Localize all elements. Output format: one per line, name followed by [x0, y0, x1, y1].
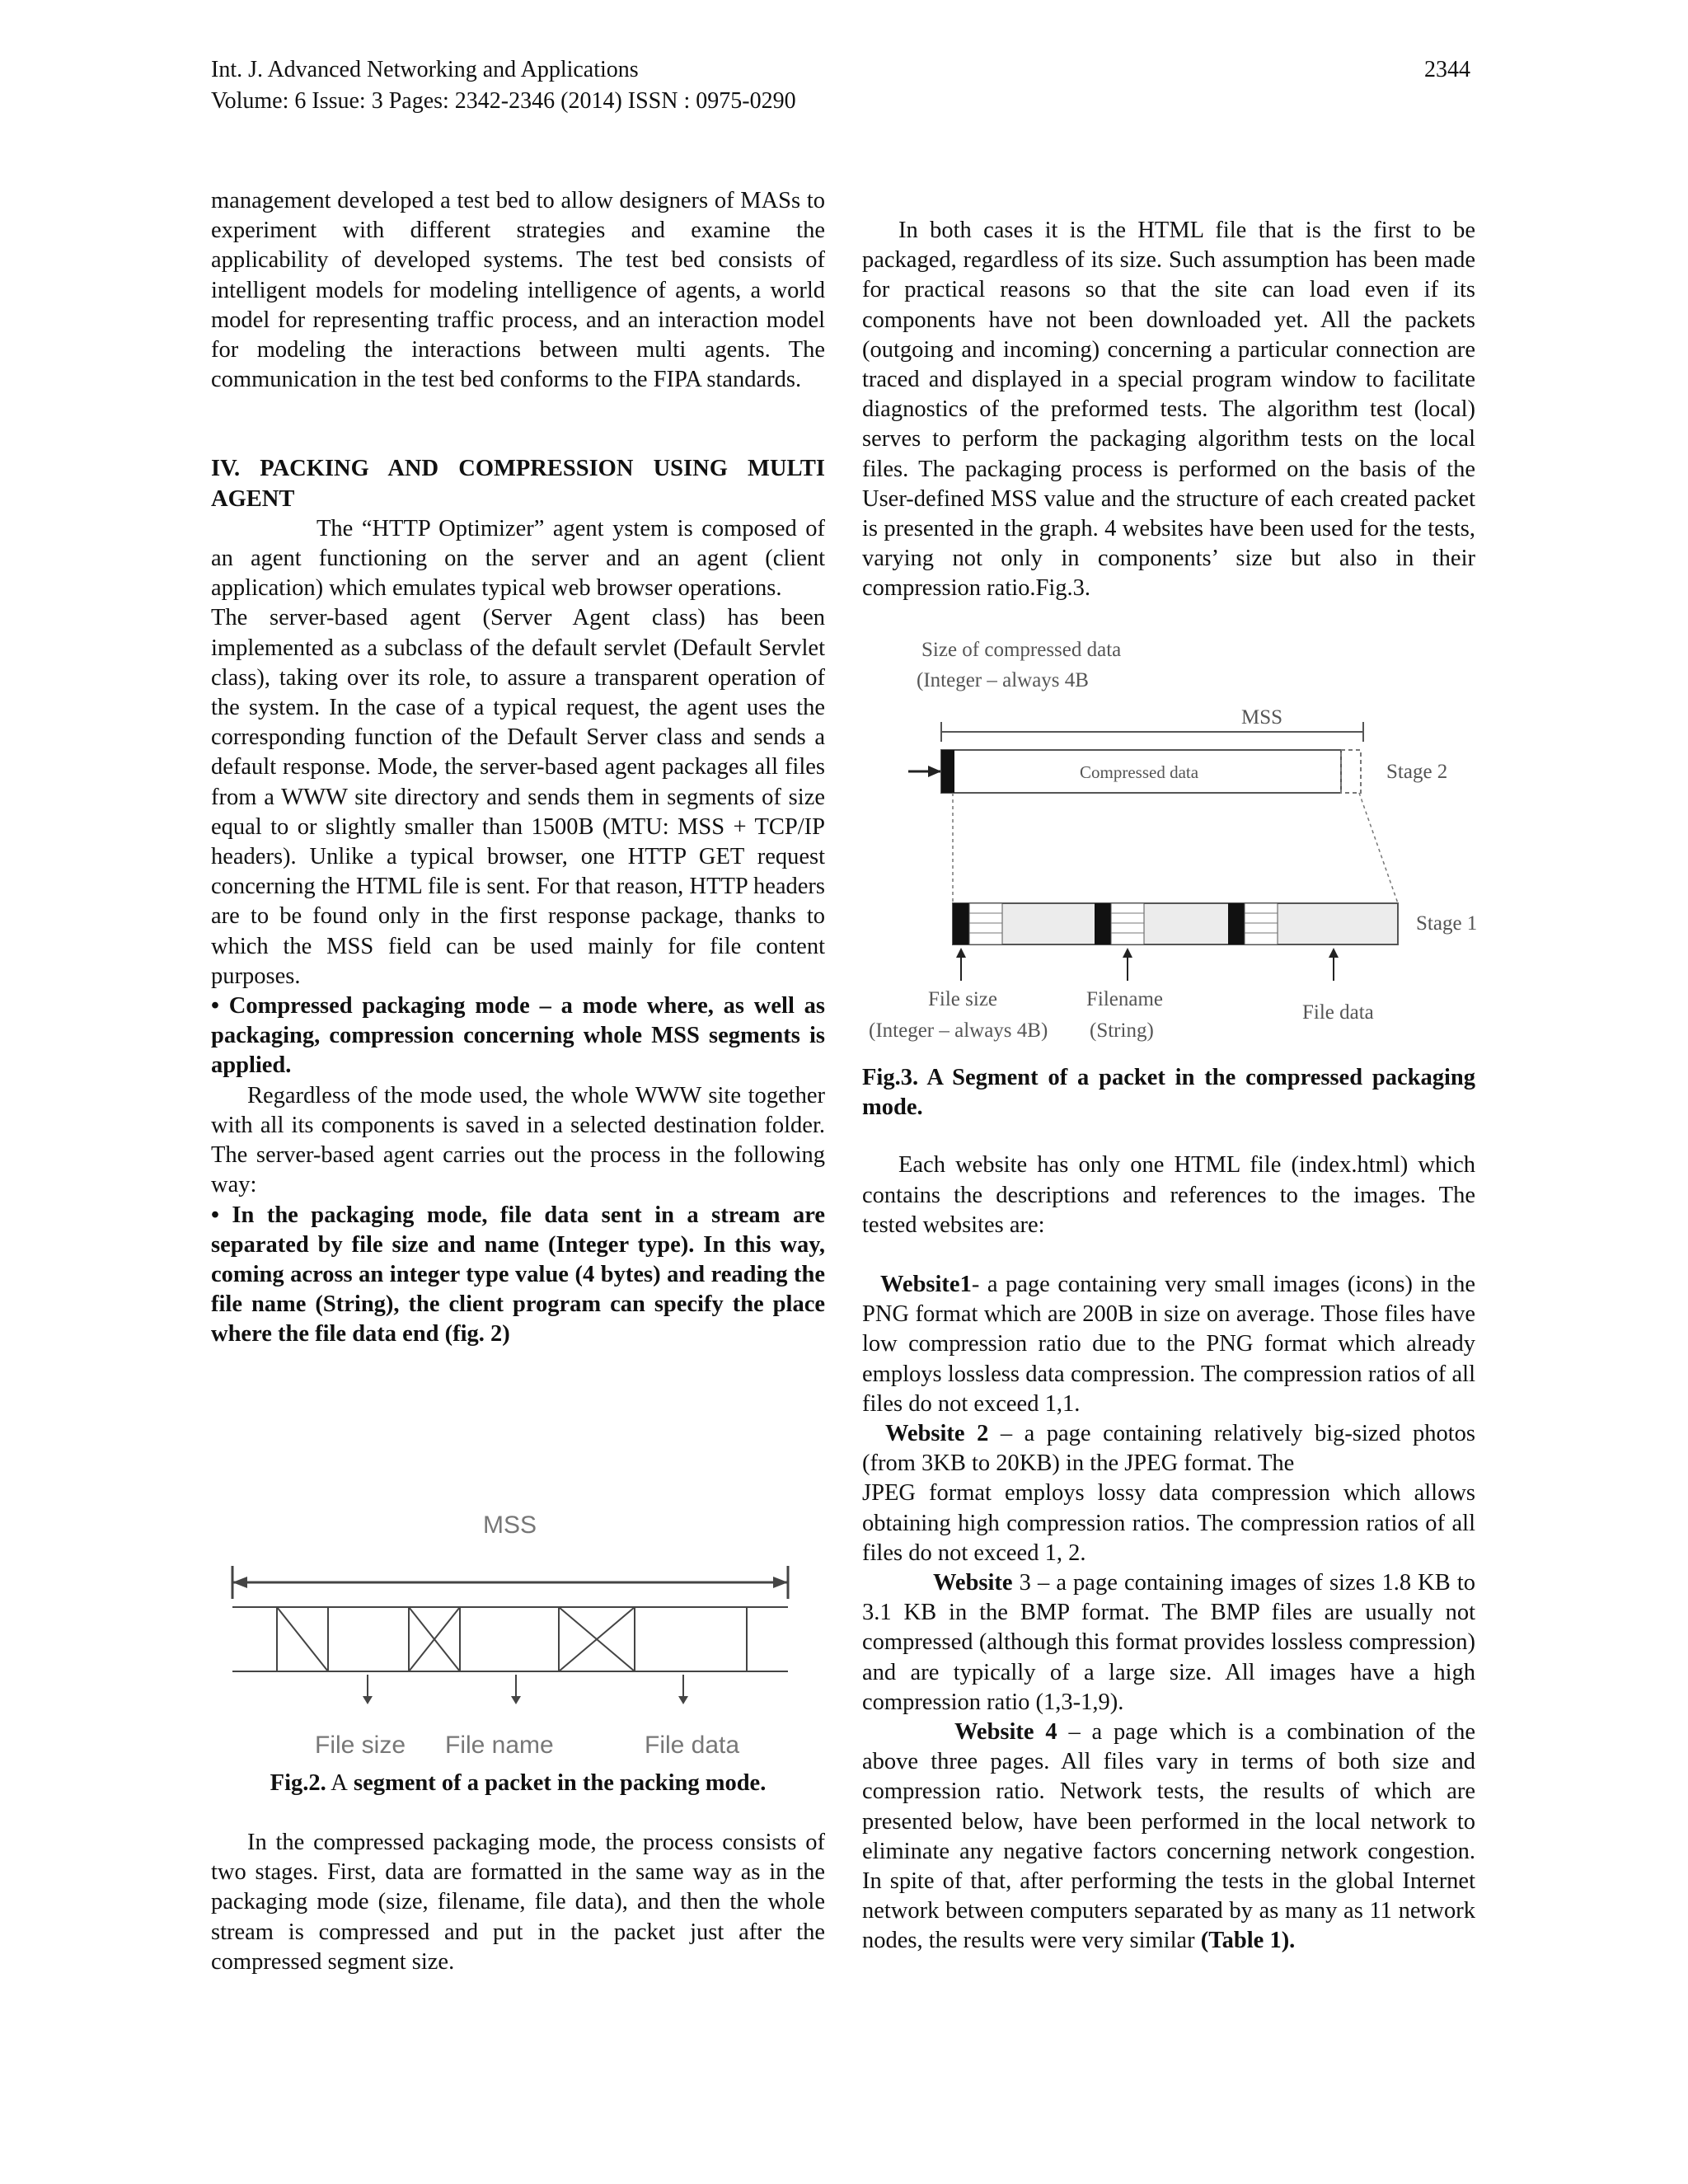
fig3-compressed-label: Compressed data — [1080, 762, 1199, 782]
fig3-name-field-2 — [1111, 903, 1144, 944]
website4-text: – a page which is a combination of the above three pages. All files vary in terms of both size and compression ratio. Network tests, the results of which are presented below, have been performed in the local network to eliminate any negative factors concerning network congestion. In spite of that, after performing the tests in the global Internet network between computers separated by as many as 11 network nodes, the results were very similar — [862, 1719, 1475, 1954]
section-heading: IV. PACKING AND COMPRESSION USING MULTI AGENT — [211, 456, 825, 512]
intro-paragraph: management developed a test bed to allow designers of MASs to experiment with different strategies and examine the applicability of developed systems. The test bed consists of intelligent models for modeling intelligence of agents, a world model for representing traffic process, and an interaction model for modeling the interactions between multi agents. The communication in the test bed conforms to the FIPA standards. — [211, 188, 825, 393]
website2-text: – a page containing relatively big-sized photos (from 3KB to 20KB) in the JPEG format. The — [862, 1421, 1476, 1477]
fig3-size-field-2 — [1095, 903, 1111, 944]
fig2-caption — [211, 1769, 825, 1798]
body-paragraph-3: Regardless of the mode used, the whole WWW site together with all its components is saved in a selected destination folder. The server-based agent carries out the process in the following way: — [211, 1082, 825, 1198]
fig2-pointer-data-head — [678, 1696, 688, 1704]
body-paragraph-2: The server-based agent (Server Agent class) has been implemented as a subclass of the default servlet (Default Servlet class), taking over its role, to assure a transparent operation of the system. In the case of a typical request, the agent uses the corresponding function of the Default Server class and sends a default response. Mode, the server-based agent packages all files from a WWW site directory and sends them in segments of size equal to or slightly smaller than 1500B (MTU: MSS + TCP/IP headers). Unlike a typical browser, one HTTP GET request concerning the HTML file is sent. For that reason, HTTP headers are to be found only in the first response package, thanks to which the MSS field can be used mainly for file content purposes. — [211, 605, 825, 989]
body-paragraph-4: In the compressed packaging mode, the process consists of two stages. First, data are formatted in the same way as in the packaging mode (size, filename, file data), and then the whole stream is compressed and put in the packet just after the compressed segment size. — [211, 1830, 825, 1975]
fig2-label-file-name: File name — [445, 1732, 554, 1759]
fig2-caption-number: Fig.2. — [270, 1770, 326, 1796]
fig3-stage1-packet — [953, 903, 1398, 944]
fig2-size-cell-1-diag — [277, 1607, 328, 1671]
right-paragraph-1: In both cases it is the HTML file that is the first to be packaged, regardless of its size. Such assumption has been made for practical reasons so that the site can load even if its components have not been downloaded yet. All the packets (outgoing and incoming) concerning a particular connection are traced and displayed in a special program window to facilitate diagnostics of the preformed tests. The algorithm test (local) serves to perform the packaging algorithm tests on the local files. The packaging process is performed on the basis of the User-defined MSS value and the structure of each created packet is presented in the graph. 4 websites have been used for the tests, varying not only in components’ size but also in their compression ratio.Fig.3. — [862, 218, 1475, 602]
left-column-top — [211, 186, 825, 1350]
fig3-size-field-1 — [953, 903, 969, 944]
fig3-input-arrowhead — [928, 766, 941, 777]
website4-title: Website 4 — [954, 1719, 1057, 1746]
fig3-file-size-sublabel: (Integer – always 4B) — [869, 1019, 1048, 1042]
fig3-pointer-name-head — [1123, 948, 1132, 958]
fig3-name-field-3 — [1245, 903, 1278, 944]
fig2-arrowhead-right — [773, 1577, 788, 1588]
fig3-projection-right — [1359, 793, 1398, 903]
right-column-top — [862, 216, 1475, 604]
body-paragraph-1: The “HTTP Optimizer” agent ystem is composed of an agent functioning on the server and an agent (client application) which emulates typical web browser operations. — [211, 515, 825, 602]
fig3-caption: Fig.3. A Segment of a packet in the compressed packaging mode. — [862, 1065, 1475, 1121]
page-number: 2344 — [1424, 57, 1470, 82]
fig3-pointer-size-head — [956, 948, 966, 958]
fig2-caption-text: segment of a packet in the packing mode. — [347, 1770, 767, 1796]
bullet-packaging-mode: • In the packaging mode, file data sent in a stream are separated by file size and name (Integer type). In this way, coming across an integer type value (4 bytes) and reading the file name (String), the client program can specify the place where the file data end (fig. 2) — [211, 1202, 825, 1347]
fig3-filename-label: Filename — [1086, 988, 1164, 1010]
website2-continuation: JPEG format employs lossy data compression which allows obtaining high compression ratios. The compression ratios of all files do not exceed 1, 2. — [862, 1480, 1475, 1566]
website3-title: Website — [933, 1570, 1013, 1596]
right-column-bottom — [862, 1063, 1475, 1957]
fig2-label-file-size: File size — [315, 1732, 406, 1759]
website3-text: 3 – a page containing images of sizes 1.8 KB to 3.1 KB in the BMP format. The BMP files are usually not compressed (although this format provides lossless compression) and are typically of a large size. All images have a high compression ratio (1,3-1,9). — [862, 1570, 1475, 1715]
table1-reference: (Table 1). — [1200, 1928, 1296, 1954]
fig3-stage2-label: Stage 2 — [1386, 761, 1448, 783]
website3-item — [862, 1568, 1475, 1718]
fig3-size-field-3 — [1228, 903, 1245, 944]
website2-title: Website 2 — [885, 1421, 989, 1447]
left-column-bottom — [211, 1828, 825, 1977]
website4-item — [862, 1718, 1475, 1957]
volume-line: Volume: 6 Issue: 3 Pages: 2342-2346 (2014) ISSN : 0975-0290 — [211, 88, 796, 114]
fig3-file-data-label: File data — [1302, 1001, 1374, 1024]
journal-title: Int. J. Advanced Networking and Applications — [211, 57, 639, 82]
fig3-size-field-stage2 — [941, 750, 954, 793]
fig3-name-field-1 — [969, 903, 1002, 944]
website1-title: Website1 — [880, 1272, 972, 1298]
website1-item — [862, 1270, 1475, 1419]
fig2-arrowhead-left — [232, 1577, 247, 1588]
fig3-pointer-data-head — [1329, 948, 1339, 958]
figure-3 — [862, 635, 1489, 1053]
fig2-mss-label: MSS — [483, 1511, 537, 1539]
fig3-stage1-label: Stage 1 — [1416, 912, 1478, 935]
fig3-file-size-label: File size — [928, 988, 998, 1010]
website1-text: - a page containing very small images (icons) in the PNG format which are 200B in size on average. Those files have low compression ratio due to the PNG format which already employs lossless data compression. The compression ratios of all files do not exceed 1,1. — [862, 1272, 1475, 1417]
fig3-size-label-1: Size of compressed data — [921, 639, 1122, 661]
website2-item — [862, 1419, 1475, 1479]
fig2-pointer-size-head — [363, 1696, 373, 1704]
fig2-pointer-name-head — [511, 1696, 521, 1704]
fig3-size-label-2: (Integer – always 4B — [917, 669, 1089, 691]
fig3-mss-label: MSS — [1241, 706, 1283, 729]
bullet-compressed-mode: • Compressed packaging mode – a mode where, as well as packaging, compression concerning whole MSS segments is applied. — [211, 993, 825, 1079]
figure-2 — [211, 1500, 825, 1772]
fig2-label-file-data: File data — [645, 1732, 740, 1759]
right-paragraph-2: Each website has only one HTML file (index.html) which contains the descriptions and references to the images. The tested websites are: — [862, 1152, 1475, 1238]
fig3-padding-box — [1341, 750, 1361, 793]
fig2-caption-article: A — [326, 1770, 348, 1796]
fig3-filename-sublabel: (String) — [1090, 1019, 1154, 1042]
